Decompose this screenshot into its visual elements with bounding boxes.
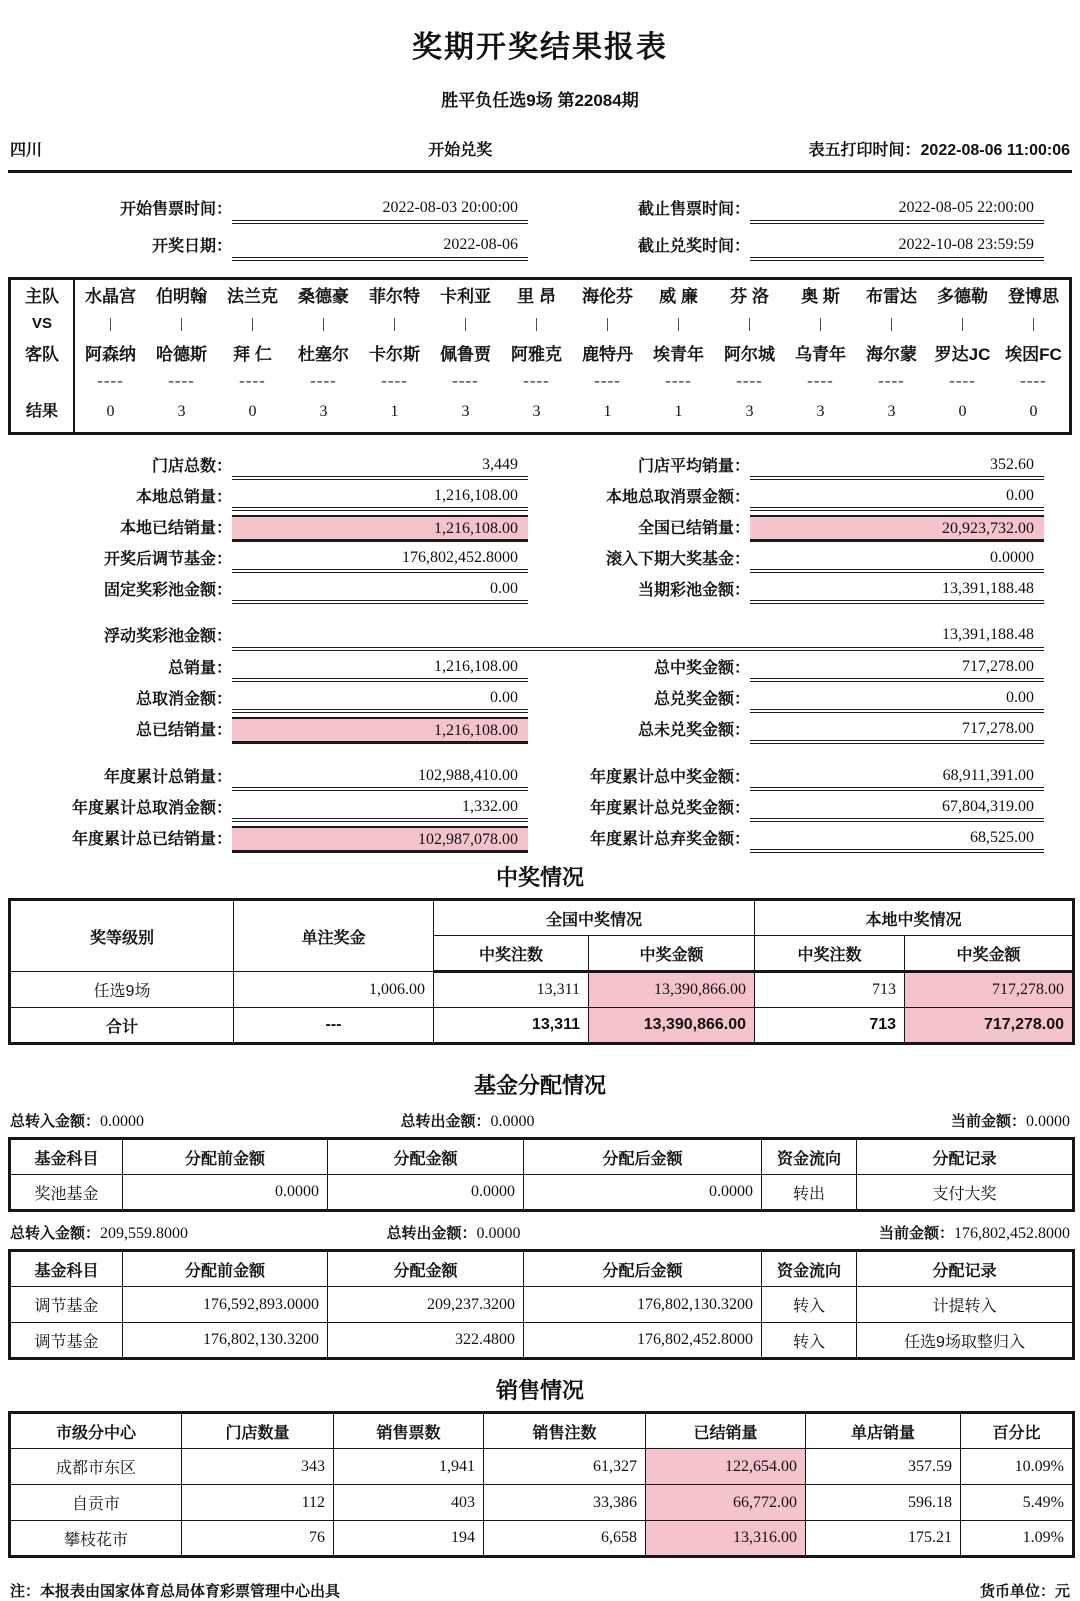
- col-ticket-count: 销售票数: [334, 1413, 484, 1449]
- vs-mark: |: [534, 316, 538, 332]
- stat-value-highlighted: 20,923,732.00: [750, 515, 1044, 542]
- away-team: 佩鲁贾: [440, 345, 491, 364]
- local-amount: 717,278.00: [905, 1008, 1074, 1044]
- stat-label: 门店总数：: [151, 458, 232, 475]
- stat-value: 717,278.00: [750, 717, 1044, 744]
- store-count: 343: [182, 1449, 334, 1485]
- away-team: 卡尔斯: [369, 345, 420, 364]
- fund-totals-2: [8, 1222, 1072, 1243]
- stat-label: 本地总销量：: [135, 489, 232, 506]
- stat-row: [8, 480, 1072, 511]
- col-flow-direction: 资金流向: [762, 1251, 857, 1287]
- current-value: 0.0000: [1025, 1113, 1070, 1130]
- separator: ----: [949, 371, 976, 390]
- fund-subject: 奖池基金: [10, 1175, 123, 1211]
- fund-header-row: [10, 1251, 1074, 1287]
- bet-count: 6,658: [484, 1521, 646, 1557]
- city-center: 成都市东区: [10, 1449, 182, 1485]
- home-team: 海伦芬: [582, 287, 633, 306]
- page-subtitle: 胜平负任选9场 第22084期: [441, 91, 639, 110]
- fund-table-1: [8, 1137, 1075, 1212]
- separator: ----: [594, 371, 621, 390]
- stat-value: 102,988,410.00: [232, 764, 528, 791]
- flow-direction: 转入: [762, 1323, 857, 1359]
- col-alloc-amount: 分配金额: [328, 1251, 524, 1287]
- sales-header-row: [10, 1413, 1074, 1449]
- national-amount: 13,390,866.00: [589, 972, 755, 1008]
- match-column-4: [288, 280, 359, 432]
- time-fields: [8, 187, 1072, 261]
- col-store-count: 门店数量: [182, 1413, 334, 1449]
- match-column-6: [430, 280, 501, 432]
- match-result: 1: [603, 403, 612, 420]
- stat-value-highlighted: 1,216,108.00: [232, 717, 528, 744]
- national-count: 13,311: [434, 972, 589, 1008]
- vs-mark: |: [463, 316, 467, 332]
- col-unit-prize: 单注奖金: [234, 900, 434, 972]
- draw-date-value: 2022-08-06: [232, 231, 528, 261]
- stat-row: [8, 449, 1072, 480]
- separator: ----: [807, 371, 834, 390]
- match-result: 3: [887, 403, 896, 420]
- match-result: 3: [816, 403, 825, 420]
- stat-label: 年度累计总兑奖金额：: [589, 800, 750, 817]
- settled-sales: 122,654.00: [646, 1449, 806, 1485]
- result-row-label: 结果: [25, 403, 58, 420]
- match-column-8: [572, 280, 643, 432]
- col-nat-count: 中奖注数: [434, 936, 589, 972]
- away-team: 罗达JC: [934, 345, 991, 364]
- stat-label: 总中奖金额：: [653, 660, 750, 677]
- home-team: 布雷达: [866, 287, 917, 306]
- fund-subject: 调节基金: [10, 1287, 123, 1323]
- sale-start-value: 2022-08-03 20:00:00: [232, 194, 528, 224]
- time-row: [8, 187, 1072, 224]
- separator: ----: [452, 371, 479, 390]
- col-prize-level: 奖等级别: [10, 900, 234, 972]
- total-out-label: 总转出金额：: [386, 1225, 477, 1242]
- col-alloc-amount: 分配金额: [328, 1139, 524, 1175]
- draw-date-label: 开奖日期：: [151, 238, 232, 255]
- total-in-label: 总转入金额：: [10, 1225, 101, 1242]
- alloc-record: 支付大奖: [857, 1175, 1074, 1211]
- stat-value: 1,216,108.00: [232, 484, 528, 511]
- away-team: 埃因FC: [1005, 345, 1062, 364]
- away-team: 杜塞尔: [298, 345, 349, 364]
- col-city-center: 市级分中心: [10, 1413, 182, 1449]
- match-result: 0: [248, 403, 257, 420]
- stat-value: 352.60: [750, 453, 1044, 480]
- stats-block-1: [8, 449, 1072, 853]
- away-team: 阿雅克: [511, 345, 562, 364]
- col-before-amount: 分配前金额: [123, 1139, 328, 1175]
- stat-value: 68,911,391.00: [750, 764, 1044, 791]
- col-percentage: 百分比: [961, 1413, 1074, 1449]
- vs-mark: |: [818, 316, 822, 332]
- stat-value: 67,804,319.00: [750, 795, 1044, 822]
- per-store-sales: 596.18: [806, 1485, 961, 1521]
- per-store-sales: 357.59: [806, 1449, 961, 1485]
- stat-row: [8, 791, 1072, 822]
- home-team: 威 廉: [659, 287, 698, 306]
- match-result: 1: [674, 403, 683, 420]
- vs-mark: |: [889, 316, 893, 332]
- stat-value: 13,391,188.48: [750, 577, 1044, 604]
- col-before-amount: 分配前金额: [123, 1251, 328, 1287]
- current-amount: [951, 1110, 1070, 1131]
- stat-value: 3,449: [232, 453, 528, 480]
- stat-label: 本地已结销量：: [119, 520, 232, 537]
- total-in-value: 0.0000: [100, 1113, 145, 1130]
- bet-count: 33,386: [484, 1485, 646, 1521]
- sale-start-label: 开始售票时间：: [119, 201, 232, 218]
- national-count: 13,311: [434, 1008, 589, 1044]
- winning-section-title: 中奖情况: [495, 865, 584, 890]
- col-after-amount: 分配后金额: [524, 1139, 762, 1175]
- before-amount: 176,592,893.0000: [123, 1287, 328, 1323]
- stat-row: [8, 682, 1072, 713]
- col-fund-subject: 基金科目: [10, 1139, 123, 1175]
- stat-label: 全国已结销量：: [637, 520, 750, 537]
- sales-row: [10, 1521, 1074, 1557]
- winning-row: [10, 972, 1074, 1008]
- alloc-amount: 0.0000: [328, 1175, 524, 1211]
- percentage: 5.49%: [961, 1485, 1074, 1521]
- vs-mark: |: [676, 316, 680, 332]
- redeem-end-label: 截止兑奖时间：: [637, 238, 750, 255]
- separator: ----: [310, 371, 337, 390]
- match-result: 3: [177, 403, 186, 420]
- col-alloc-record: 分配记录: [857, 1139, 1074, 1175]
- total-in: [10, 1222, 188, 1243]
- status-label: 开始兑奖: [428, 142, 493, 159]
- match-column-12: [856, 280, 927, 432]
- stat-value: 176,802,452.8000: [232, 546, 528, 573]
- float-pool-row: [8, 620, 1072, 651]
- match-table: [8, 277, 1072, 435]
- away-row-label: 客队: [25, 345, 59, 364]
- settled-sales: 66,772.00: [646, 1485, 806, 1521]
- col-national-group: 全国中奖情况: [434, 900, 755, 936]
- sales-section-title: 销售情况: [495, 1378, 584, 1403]
- current-label: 当前金额：: [950, 1113, 1026, 1130]
- current-label: 当前金额：: [878, 1225, 954, 1242]
- match-result: 3: [319, 403, 328, 420]
- stat-label: 年度累计总弃奖金额：: [589, 831, 750, 848]
- stat-label: 年度累计总已结销量：: [71, 831, 232, 848]
- local-count: 713: [755, 1008, 905, 1044]
- stat-label: 年度累计总销量：: [103, 769, 232, 786]
- stat-label: 年度累计总中奖金额：: [589, 769, 750, 786]
- match-column-10: [714, 280, 785, 432]
- vs-mark: |: [960, 316, 964, 332]
- total-in: [10, 1110, 144, 1131]
- percentage: 1.09%: [961, 1521, 1074, 1557]
- fund-row: [10, 1323, 1074, 1359]
- match-column-11: [785, 280, 856, 432]
- match-column-3: [217, 280, 288, 432]
- winning-table: [8, 898, 1075, 1045]
- stat-value: 1,332.00: [232, 795, 528, 822]
- col-per-store-sales: 单店销量: [806, 1413, 961, 1449]
- separator: ----: [239, 371, 266, 390]
- ticket-count: 194: [334, 1521, 484, 1557]
- vs-mark: |: [747, 316, 751, 332]
- match-column-13: [927, 280, 998, 432]
- home-team: 里 昂: [517, 287, 556, 306]
- home-team: 登博思: [1008, 287, 1059, 306]
- local-count: 713: [755, 972, 905, 1008]
- page-footer: [8, 1580, 1072, 1601]
- stat-row: [8, 573, 1072, 604]
- unit-prize: ---: [234, 1008, 434, 1044]
- away-team: 哈德斯: [156, 345, 207, 364]
- col-flow-direction: 资金流向: [762, 1139, 857, 1175]
- stat-label: 年度累计总取消金额：: [71, 800, 232, 817]
- total-out: [400, 1110, 534, 1131]
- sales-table: [8, 1411, 1075, 1558]
- alloc-amount: 209,237.3200: [328, 1287, 524, 1323]
- away-team: 阿尔城: [724, 345, 775, 364]
- match-result: 3: [461, 403, 470, 420]
- alloc-record: 计提转入: [857, 1287, 1074, 1323]
- separator: ----: [97, 371, 124, 390]
- home-team: 菲尔特: [369, 287, 420, 306]
- currency-note: 货币单位：元: [979, 1583, 1070, 1600]
- prize-level: 任选9场: [10, 972, 234, 1008]
- stat-value-highlighted: 102,987,078.00: [232, 826, 528, 853]
- match-row-headers: [11, 280, 75, 432]
- match-result: 1: [390, 403, 399, 420]
- col-bet-count: 销售注数: [484, 1413, 646, 1449]
- fund-header-row: [10, 1139, 1074, 1175]
- sale-end-value: 2022-08-05 22:00:00: [750, 194, 1044, 224]
- stat-value: 0.0000: [750, 546, 1044, 573]
- separator: ----: [1020, 371, 1047, 390]
- fund-row: [10, 1175, 1074, 1211]
- page-title: 奖期开奖结果报表: [412, 31, 668, 64]
- info-row: [8, 137, 1072, 173]
- stat-row: [8, 651, 1072, 682]
- col-local-group: 本地中奖情况: [755, 900, 1074, 936]
- match-result: 0: [106, 403, 115, 420]
- col-loc-count: 中奖注数: [755, 936, 905, 972]
- stat-value: 0.00: [232, 577, 528, 604]
- col-fund-subject: 基金科目: [10, 1251, 123, 1287]
- current-value: 176,802,452.8000: [953, 1225, 1070, 1242]
- fund-totals-1: [8, 1110, 1072, 1131]
- separator: ----: [665, 371, 692, 390]
- total-out-label: 总转出金额：: [400, 1113, 491, 1130]
- stat-value: 0.00: [232, 686, 528, 713]
- away-team: 乌青年: [795, 345, 846, 364]
- home-row-label: 主队: [25, 287, 59, 306]
- ticket-count: 1,941: [334, 1449, 484, 1485]
- ticket-count: 403: [334, 1485, 484, 1521]
- vs-mark: |: [250, 316, 254, 332]
- after-amount: 176,802,452.8000: [524, 1323, 762, 1359]
- vs-mark: |: [179, 316, 183, 332]
- print-time: 表五打印时间：2022-08-06 11:00:06: [808, 142, 1070, 159]
- stat-value: 1,216,108.00: [232, 655, 528, 682]
- footer-note: 注：本报表由国家体育总局体育彩票管理中心出具: [10, 1583, 341, 1600]
- home-team: 水晶宫: [85, 287, 136, 306]
- fund-section-title: 基金分配情况: [473, 1073, 606, 1098]
- stat-label: 总未兑奖金额：: [637, 722, 750, 739]
- match-column-14: [998, 280, 1069, 432]
- col-nat-amount: 中奖金额: [589, 936, 755, 972]
- separator: ----: [736, 371, 763, 390]
- stat-row: [8, 511, 1072, 542]
- after-amount: 176,802,130.3200: [524, 1287, 762, 1323]
- stat-label: 本地总取消票金额：: [605, 489, 750, 506]
- col-after-amount: 分配后金额: [524, 1251, 762, 1287]
- col-loc-amount: 中奖金额: [905, 936, 1074, 972]
- home-team: 桑德豪: [298, 287, 349, 306]
- home-team: 法兰克: [227, 287, 278, 306]
- separator: ----: [878, 371, 905, 390]
- total-in-label: 总转入金额：: [10, 1113, 101, 1130]
- home-team: 芬 洛: [730, 287, 769, 306]
- sales-row: [10, 1485, 1074, 1521]
- per-store-sales: 175.21: [806, 1521, 961, 1557]
- stat-value: 717,278.00: [750, 655, 1044, 682]
- stat-label: 总兑奖金额：: [653, 691, 750, 708]
- stat-label: 固定奖彩池金额：: [103, 582, 232, 599]
- store-count: 112: [182, 1485, 334, 1521]
- away-team: 海尔蒙: [866, 345, 917, 364]
- redeem-end-value: 2022-10-08 23:59:59: [750, 231, 1044, 261]
- total-out-value: 0.0000: [476, 1225, 521, 1242]
- winning-header-row-1: [10, 900, 1074, 936]
- home-team: 伯明翰: [156, 287, 207, 306]
- stat-value: 0.00: [750, 686, 1044, 713]
- flow-direction: 转出: [762, 1175, 857, 1211]
- match-column-5: [359, 280, 430, 432]
- stat-label: 滚入下期大奖基金：: [605, 551, 750, 568]
- stat-row: [8, 822, 1072, 853]
- stat-label: 总已结销量：: [135, 722, 232, 739]
- fund-table-2: [8, 1249, 1075, 1360]
- separator: ----: [523, 371, 550, 390]
- before-amount: 176,802,130.3200: [123, 1323, 328, 1359]
- total-out-value: 0.0000: [490, 1113, 535, 1130]
- total-out: [386, 1222, 520, 1243]
- home-team: 卡利亚: [440, 287, 491, 306]
- stat-label: 开奖后调节基金：: [103, 551, 232, 568]
- stat-value: 68,525.00: [750, 826, 1044, 853]
- away-team: 阿森纳: [85, 345, 136, 364]
- stat-label: 总取消金额：: [135, 691, 232, 708]
- percentage: 10.09%: [961, 1449, 1074, 1485]
- region-label: 四川: [10, 142, 43, 159]
- vs-mark: |: [108, 316, 112, 332]
- city-center: 攀枝花市: [10, 1521, 182, 1557]
- sales-row: [10, 1449, 1074, 1485]
- unit-prize: 1,006.00: [234, 972, 434, 1008]
- prize-level: 合计: [10, 1008, 234, 1044]
- match-column-1: [75, 280, 146, 432]
- sale-end-label: 截止售票时间：: [637, 201, 750, 218]
- stat-label: 当期彩池金额：: [637, 582, 750, 599]
- fund-subject: 调节基金: [10, 1323, 123, 1359]
- local-amount: 717,278.00: [905, 972, 1074, 1008]
- away-team: 埃青年: [653, 345, 704, 364]
- separator: ----: [168, 371, 195, 390]
- fund-row: [10, 1287, 1074, 1323]
- stat-row: [8, 760, 1072, 791]
- alloc-record: 任选9场取整归入: [857, 1323, 1074, 1359]
- stat-row: [8, 542, 1072, 573]
- time-row: [8, 224, 1072, 261]
- city-center: 自贡市: [10, 1485, 182, 1521]
- col-settled-sales: 已结销量: [646, 1413, 806, 1449]
- spacer-row: [11, 371, 73, 396]
- total-in-value: 209,559.8000: [100, 1225, 189, 1242]
- bet-count: 61,327: [484, 1449, 646, 1485]
- before-amount: 0.0000: [123, 1175, 328, 1211]
- store-count: 76: [182, 1521, 334, 1557]
- home-team: 多德勒: [937, 287, 988, 306]
- current-amount: [879, 1222, 1070, 1243]
- away-team: 鹿特丹: [582, 345, 633, 364]
- flow-direction: 转入: [762, 1287, 857, 1323]
- stat-row: [8, 713, 1072, 744]
- stat-label: 总销量：: [167, 660, 232, 677]
- stat-value: 13,391,188.48: [232, 621, 1044, 651]
- col-alloc-record: 分配记录: [857, 1251, 1074, 1287]
- away-team: 拜 仁: [233, 345, 272, 364]
- national-amount: 13,390,866.00: [589, 1008, 755, 1044]
- settled-sales: 13,316.00: [646, 1521, 806, 1557]
- stat-label: 门店平均销量：: [637, 458, 750, 475]
- vs-row-label: VS: [31, 315, 52, 332]
- vs-mark: |: [321, 316, 325, 332]
- after-amount: 0.0000: [524, 1175, 762, 1211]
- winning-total-row: [10, 1008, 1074, 1044]
- match-result: 3: [745, 403, 754, 420]
- match-result: 3: [532, 403, 541, 420]
- vs-mark: |: [605, 316, 609, 332]
- match-result: 0: [958, 403, 967, 420]
- match-column-2: [146, 280, 217, 432]
- stat-label: 浮动奖彩池金额：: [103, 628, 232, 645]
- vs-mark: |: [392, 316, 396, 332]
- alloc-amount: 322.4800: [328, 1323, 524, 1359]
- match-column-9: [643, 280, 714, 432]
- vs-mark: |: [1031, 316, 1035, 332]
- stat-value-highlighted: 1,216,108.00: [232, 515, 528, 542]
- stat-value: 0.00: [750, 484, 1044, 511]
- match-result: 0: [1029, 403, 1038, 420]
- match-column-7: [501, 280, 572, 432]
- home-team: 奥 斯: [801, 287, 840, 306]
- separator: ----: [381, 371, 408, 390]
